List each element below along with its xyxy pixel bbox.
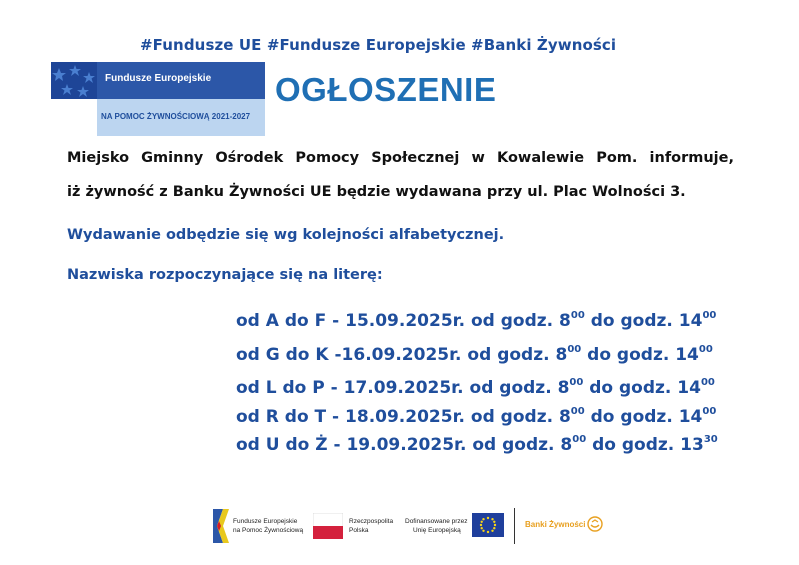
polish-flag-icon <box>313 513 343 539</box>
start-minutes: 00 <box>570 310 585 322</box>
end-minutes: 30 <box>703 434 718 446</box>
end-minutes: 00 <box>700 377 715 389</box>
fundusze-europejskie-logo <box>51 62 265 136</box>
schedule-range: od U do Ż - 19.09.2025r. od godz. 8 <box>236 435 573 455</box>
hashtags-header: #Fundusze UE #Fundusze Europejskie #Banki Żywności <box>140 36 617 54</box>
eu-stars-icon <box>51 62 97 99</box>
schedule-end-hour: do godz. 13 <box>586 435 704 455</box>
page-title: OGŁOSZENIE <box>275 71 497 108</box>
schedule-range: od A do F - 15.09.2025r. od godz. 8 <box>236 311 571 331</box>
fe-label-line-2: na Pomoc Żywnościową <box>233 527 304 534</box>
start-minutes: 00 <box>570 406 585 418</box>
schedule-end-hour: do godz. 14 <box>584 311 703 331</box>
eu-label-line-1: Dofinansowane przez <box>405 518 468 525</box>
end-minutes: 00 <box>702 310 717 322</box>
fe-label-line-1: Fundusze Europejskie <box>233 518 298 525</box>
schedule-row-1 <box>236 311 716 331</box>
eu-flag-icon <box>472 513 504 537</box>
logo-title: Fundusze Europejskie <box>105 73 212 84</box>
schedule-range: od R do T - 18.09.2025r. od godz. 8 <box>236 407 571 427</box>
intro-line-1: Miejsko Gminny Ośrodek Pomocy Społecznej w Kowalewie Pom. informuje, <box>67 150 734 166</box>
schedule-end-hour: do godz. 14 <box>581 345 699 365</box>
names-intro: Nazwiska rozpoczynające się na literę: <box>67 267 383 283</box>
schedule-row-4 <box>236 407 716 427</box>
start-minutes: 00 <box>572 434 587 446</box>
end-minutes: 00 <box>702 406 717 418</box>
logo-subtitle: NA POMOC ŻYWNOŚCIOWĄ 2021-2027 <box>101 112 251 121</box>
fe-logo-icon <box>213 509 229 543</box>
schedule-row-5 <box>236 435 718 455</box>
schedule-end-hour: do godz. 14 <box>584 407 703 427</box>
schedule-row-2 <box>236 345 713 365</box>
rp-label-line-1: Rzeczpospolita <box>349 518 394 525</box>
schedule-row-3 <box>236 378 715 398</box>
footer-divider <box>514 508 515 544</box>
schedule-end-hour: do godz. 14 <box>583 378 701 398</box>
schedule-range: od G do K -16.09.2025r. od godz. 8 <box>236 345 568 365</box>
order-note: Wydawanie odbędzie się wg kolejności alfabetycznej. <box>67 227 505 243</box>
footer-logos <box>213 507 613 547</box>
end-minutes: 00 <box>698 344 713 356</box>
schedule-range: od L do P - 17.09.2025r. od godz. 8 <box>236 378 570 398</box>
start-minutes: 00 <box>567 344 582 356</box>
eu-label-line-2: Unię Europejską <box>413 527 461 534</box>
banki-zywnosci-logo-icon <box>587 516 603 532</box>
start-minutes: 00 <box>569 377 584 389</box>
intro-line-2: iż żywność z Banku Żywności UE będzie wydawana przy ul. Plac Wolności 3. <box>67 184 686 200</box>
bank-label: Banki Żywności <box>525 520 586 529</box>
rp-label-line-2: Polska <box>349 527 369 534</box>
